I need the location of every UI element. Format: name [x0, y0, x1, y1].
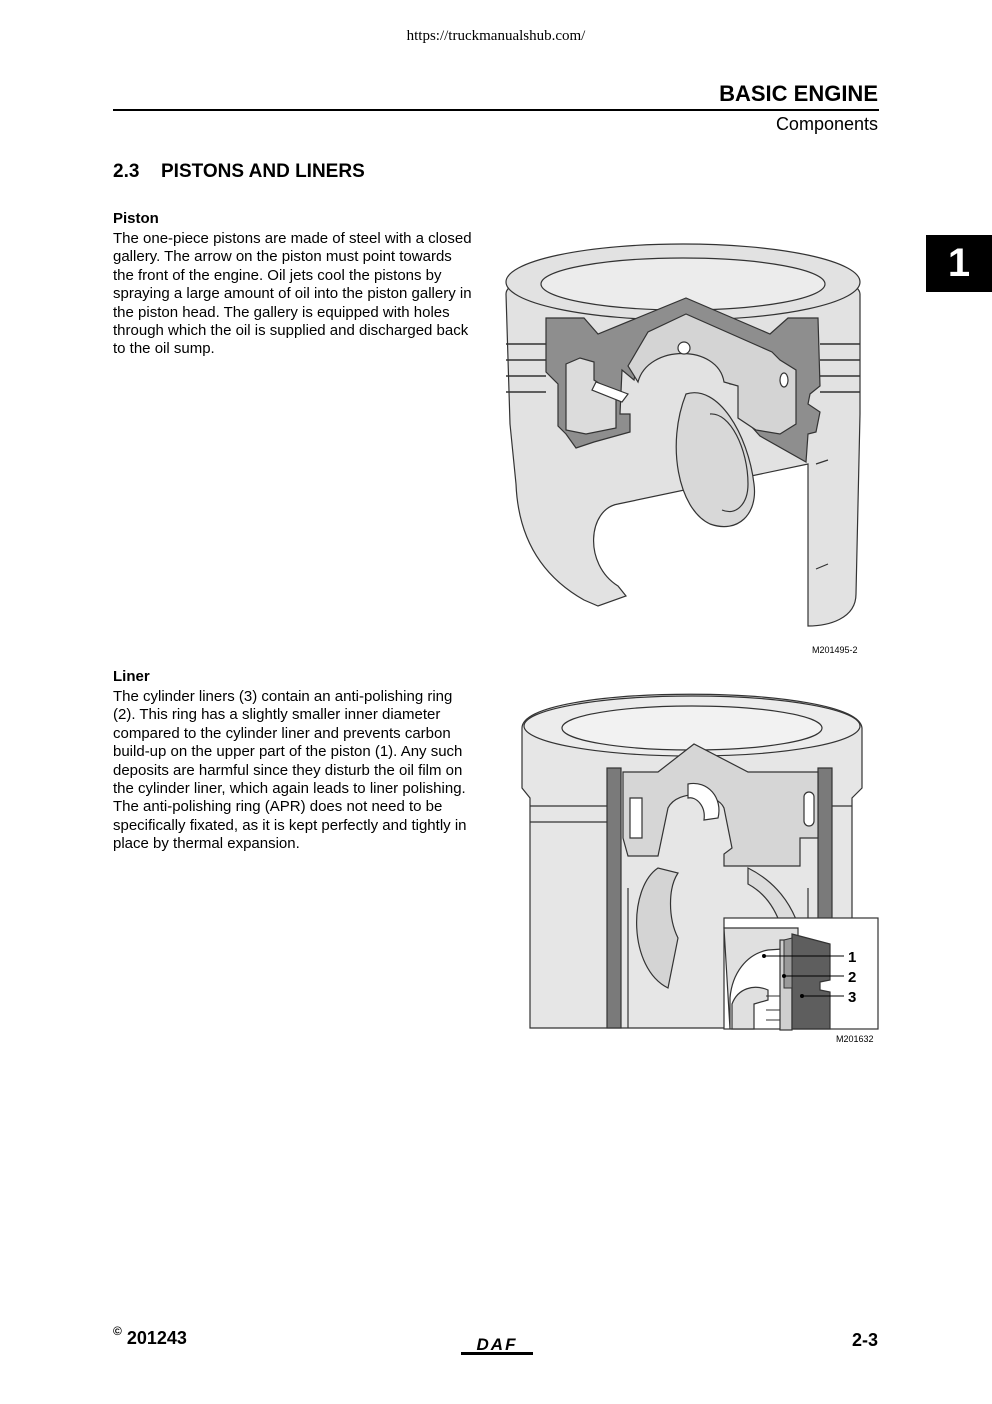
footer-copyright: [113, 1326, 187, 1349]
section-title: [113, 161, 365, 183]
callout-2: 2: [848, 969, 857, 986]
piston-illustration: [498, 234, 868, 634]
liner-detail-inset: [724, 918, 878, 1030]
footer-year: 201243: [126, 1328, 187, 1348]
liner-figure-code: M201632: [836, 1034, 874, 1044]
chapter-title: BASIC ENGINE: [719, 81, 878, 106]
liner-illustration: [518, 688, 880, 1032]
section-title-text: PISTONS AND LINERS: [161, 161, 365, 182]
callout-1: 1: [848, 949, 857, 966]
copyright-symbol: ©: [113, 1324, 122, 1338]
piston-heading: Piston: [113, 210, 159, 227]
liner-body: The cylinder liners (3) contain an anti-polishing ring (2). This ring has a slightly smaller inner diameter compared to the cylinder liner and prevents carbon build-up on the upper part of the piston (1). Any such deposits are harmful since they disturb the oil film on the cylinder liner, which again leads to liner polishing. The anti-polishing ring (APR) does not need to be specifically fixated, as it is kept perfectly and tightly in place by thermal expansion.: [113, 688, 467, 853]
header-divider: [113, 109, 879, 111]
piston-body: The one-piece pistons are made of steel with a closed gallery. The arrow on the piston must point towards the front of the engine. Oil jets cool the pistons by spraying a large amount of oil into the piston gallery in the piston head. The gallery is equipped with holes through which the oil is supplied and discharged back to the oil sump.: [113, 230, 472, 358]
daf-logo-text: DAF: [476, 1335, 518, 1354]
chapter-subtitle: Components: [775, 114, 878, 134]
liner-heading: Liner: [113, 668, 150, 685]
page-number: 2-3: [851, 1330, 878, 1350]
daf-logo: [461, 1335, 533, 1357]
chapter-tab: [926, 235, 992, 292]
chapter-tab-number: 1: [947, 241, 971, 285]
source-url[interactable]: https://truckmanualshub.com/: [406, 28, 586, 44]
section-number: 2.3: [113, 161, 140, 182]
callout-3: 3: [848, 989, 857, 1006]
piston-figure-code: M201495-2: [812, 645, 858, 655]
